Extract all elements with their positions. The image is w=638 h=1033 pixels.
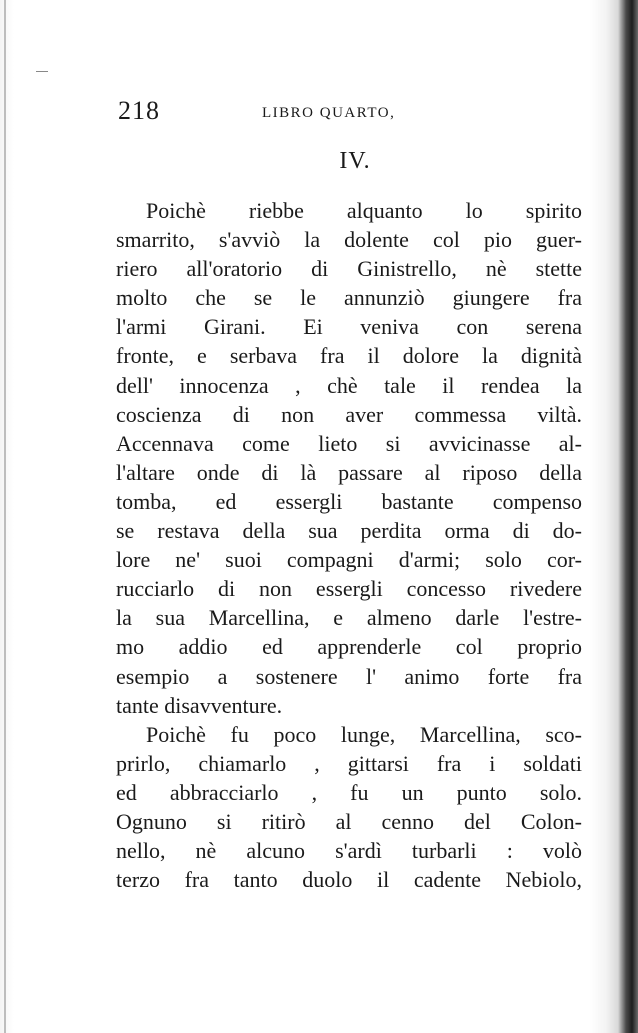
- text-line: fronte, e serbava fra il dolore la dignità: [116, 343, 582, 369]
- page-header: [118, 96, 438, 130]
- text-line: prirlo, chiamarlo , gittarsi fra i soldati: [116, 750, 582, 776]
- text-line: mo addio ed apprenderle col proprio: [116, 634, 582, 660]
- page-number: 218: [118, 96, 160, 125]
- running-head: LIBRO QUARTO,: [262, 105, 396, 121]
- text-line: nello, nè alcuno s'ardì turbarli : volò: [116, 838, 582, 864]
- text-line: molto che se le annunziò giungere fra: [116, 285, 582, 311]
- text-line: smarrito, s'avviò la dolente col pio guer-: [116, 227, 582, 253]
- text-line: se restava della sua perdita orma di do-: [116, 518, 582, 544]
- text-line: esempio a sostenere l' animo forte fra: [116, 663, 582, 689]
- text-line: lore ne' suoi compagni d'armi; solo cor-: [116, 547, 582, 573]
- text-line: l'armi Girani. Ei veniva con serena: [116, 314, 582, 340]
- chapter-numeral: IV.: [339, 148, 371, 174]
- text-line: tante disavventure.: [116, 692, 283, 718]
- text-line: l'altare onde di là passare al riposo della: [116, 459, 582, 485]
- text-line: Poichè riebbe alquanto lo spirito: [146, 198, 582, 223]
- text-line: Accennava come lieto si avvicinasse al-: [116, 430, 582, 456]
- text-line: Poichè fu poco lunge, Marcellina, sco-: [146, 721, 582, 747]
- text-line: rucciarlo di non essergli concesso rivedere: [116, 576, 582, 602]
- text-line: tomba, ed essergli bastante compenso: [116, 488, 582, 514]
- text-line: ed abbracciarlo , fu un punto solo.: [116, 779, 582, 805]
- text-line: riero all'oratorio di Ginistrello, nè stette: [116, 256, 582, 282]
- text-line: terzo fra tanto duolo il cadente Nebiolo,: [116, 867, 582, 893]
- margin-tick-mark: [36, 71, 48, 72]
- chapter-heading: [0, 148, 638, 175]
- text-line: Ognuno si ritirò al cenno del Colon-: [116, 808, 582, 834]
- text-line: coscienza di non aver commessa viltà.: [116, 401, 582, 427]
- text-line: la sua Marcellina, e almeno darle l'estre-: [116, 605, 582, 631]
- body-text: [116, 196, 582, 894]
- text-line: dell' innocenza , chè tale il rendea la: [116, 372, 582, 398]
